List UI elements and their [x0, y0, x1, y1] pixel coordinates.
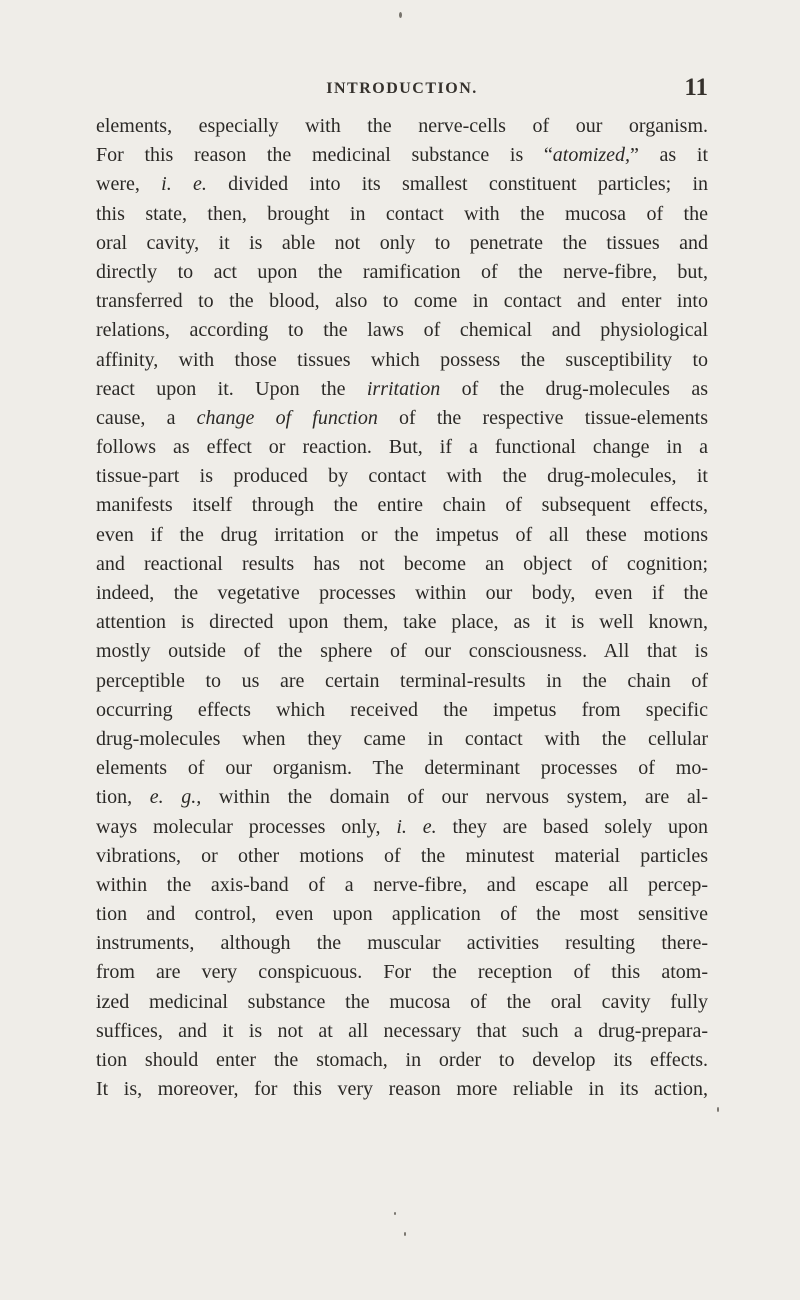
text-line: [96, 667, 708, 696]
text-segment: indeed, the vegetative processes within our body, even if the: [96, 582, 708, 604]
page-header: [96, 74, 708, 106]
text-segment: ways molecular processes only,: [96, 815, 397, 838]
text-segment: from are very conspicuous. For the reception of this atom-: [96, 961, 708, 984]
text-segment: within the axis-band of a nerve-fibre, and escape all percep-: [96, 873, 708, 896]
print-speck: [394, 1212, 396, 1215]
text-segment: suffices, and it is not at all necessary that such a drug-prepara-: [96, 1019, 708, 1042]
text-segment: relations, according to the laws of chemical and physiological: [96, 319, 708, 342]
text-segment: For this reason the medicinal substance is “: [96, 144, 553, 167]
text-segment: within the domain of our nervous system, are al-: [201, 786, 708, 809]
text-segment: tion should enter the stomach, in order to develop its effects.: [96, 1049, 708, 1071]
italic-text: i. e.: [396, 815, 437, 838]
text-line: [96, 1075, 708, 1104]
text-segment: they are based solely upon: [436, 815, 708, 838]
text-line: [96, 900, 708, 929]
text-segment: ” as it: [630, 144, 708, 167]
text-line: [96, 988, 708, 1017]
text-segment: follows as effect or reaction. But, if a functional change in a: [96, 436, 708, 459]
text-line: [96, 1046, 708, 1075]
text-line: [96, 112, 708, 141]
text-segment: vibrations, or other motions of the minutest material particles: [96, 844, 708, 867]
italic-text: irritation: [366, 377, 441, 400]
italic-text: e. g.,: [149, 786, 202, 809]
text-segment: cause, a: [96, 406, 197, 429]
text-segment: of the respective tissue-elements: [377, 406, 708, 429]
text-segment: transferred to the blood, also to come in contact and enter into: [96, 290, 708, 313]
text-line: [96, 433, 708, 462]
text-segment: even if the drug irritation or the impetus of all these motions: [96, 523, 708, 546]
text-segment: oral cavity, it is able not only to penetrate the tissues and: [96, 231, 708, 254]
text-line: [96, 842, 708, 871]
italic-text: change of function: [196, 406, 378, 429]
text-line: [96, 725, 708, 754]
text-line: [96, 754, 708, 783]
text-line: [96, 375, 708, 404]
text-line: [96, 637, 708, 666]
italic-text: i. e.: [161, 173, 207, 196]
text-line: [96, 696, 708, 725]
text-segment: mostly outside of the sphere of our consciousness. All that is: [96, 640, 708, 663]
text-segment: perceptible to us are certain terminal-results in the chain of: [96, 669, 708, 692]
text-line: [96, 491, 708, 520]
running-head: INTRODUCTION.: [326, 80, 478, 97]
print-speck: [404, 1232, 406, 1236]
text-line: [96, 316, 708, 345]
text-segment: of the drug-molecules as: [440, 377, 708, 400]
text-segment: instruments, although the muscular activities resulting there-: [96, 932, 708, 955]
text-segment: were,: [96, 173, 162, 196]
text-segment: react upon it. Upon the: [96, 377, 367, 400]
text-line: [96, 813, 708, 842]
text-segment: tissue-part is produced by contact with the drug-molecules, it: [96, 465, 708, 488]
print-speck: [399, 12, 402, 18]
text-line: [96, 783, 708, 812]
text-line: [96, 958, 708, 987]
text-segment: ized medicinal substance the mucosa of the oral cavity fully: [96, 990, 708, 1013]
text-segment: this state, then, brought in contact with the mucosa of the: [96, 202, 708, 225]
italic-text: atomized,: [552, 144, 631, 167]
text-line: [96, 1017, 708, 1046]
text-segment: drug-molecules when they came in contact with the cellular: [96, 727, 708, 750]
text-segment: It is, moreover, for this very reason more reliable in its action,: [96, 1078, 708, 1101]
text-line: [96, 871, 708, 900]
text-line: [96, 521, 708, 550]
text-line: [96, 346, 708, 375]
page-number: 11: [684, 74, 708, 101]
text-line: [96, 404, 708, 433]
text-segment: tion and control, even upon application of the most sensitive: [96, 903, 708, 926]
text-line: [96, 170, 708, 199]
text-line: [96, 608, 708, 637]
body-text: [96, 112, 708, 1104]
text-segment: directly to act upon the ramification of the nerve-fibre, but,: [96, 260, 708, 283]
text-line: [96, 550, 708, 579]
text-segment: elements, especially with the nerve-cells of our organism.: [96, 115, 708, 137]
text-line: [96, 287, 708, 316]
text-line: [96, 229, 708, 258]
text-line: [96, 462, 708, 491]
text-segment: divided into its smallest constituent particles; in: [206, 173, 708, 196]
text-segment: attention is directed upon them, take place, as it is well known,: [96, 611, 708, 634]
text-segment: manifests itself through the entire chain of subsequent effects,: [96, 494, 708, 517]
text-line: [96, 929, 708, 958]
text-segment: tion,: [96, 786, 150, 809]
text-segment: affinity, with those tissues which possess the susceptibility to: [96, 348, 708, 371]
text-line: [96, 200, 708, 229]
text-line: [96, 141, 708, 170]
text-segment: and reactional results has not become an object of cognition;: [96, 552, 708, 575]
text-segment: elements of our organism. The determinant processes of mo-: [96, 757, 708, 780]
text-line: [96, 579, 708, 608]
text-line: [96, 258, 708, 287]
print-speck: [717, 1107, 719, 1112]
text-segment: occurring effects which received the impetus from specific: [96, 698, 708, 721]
